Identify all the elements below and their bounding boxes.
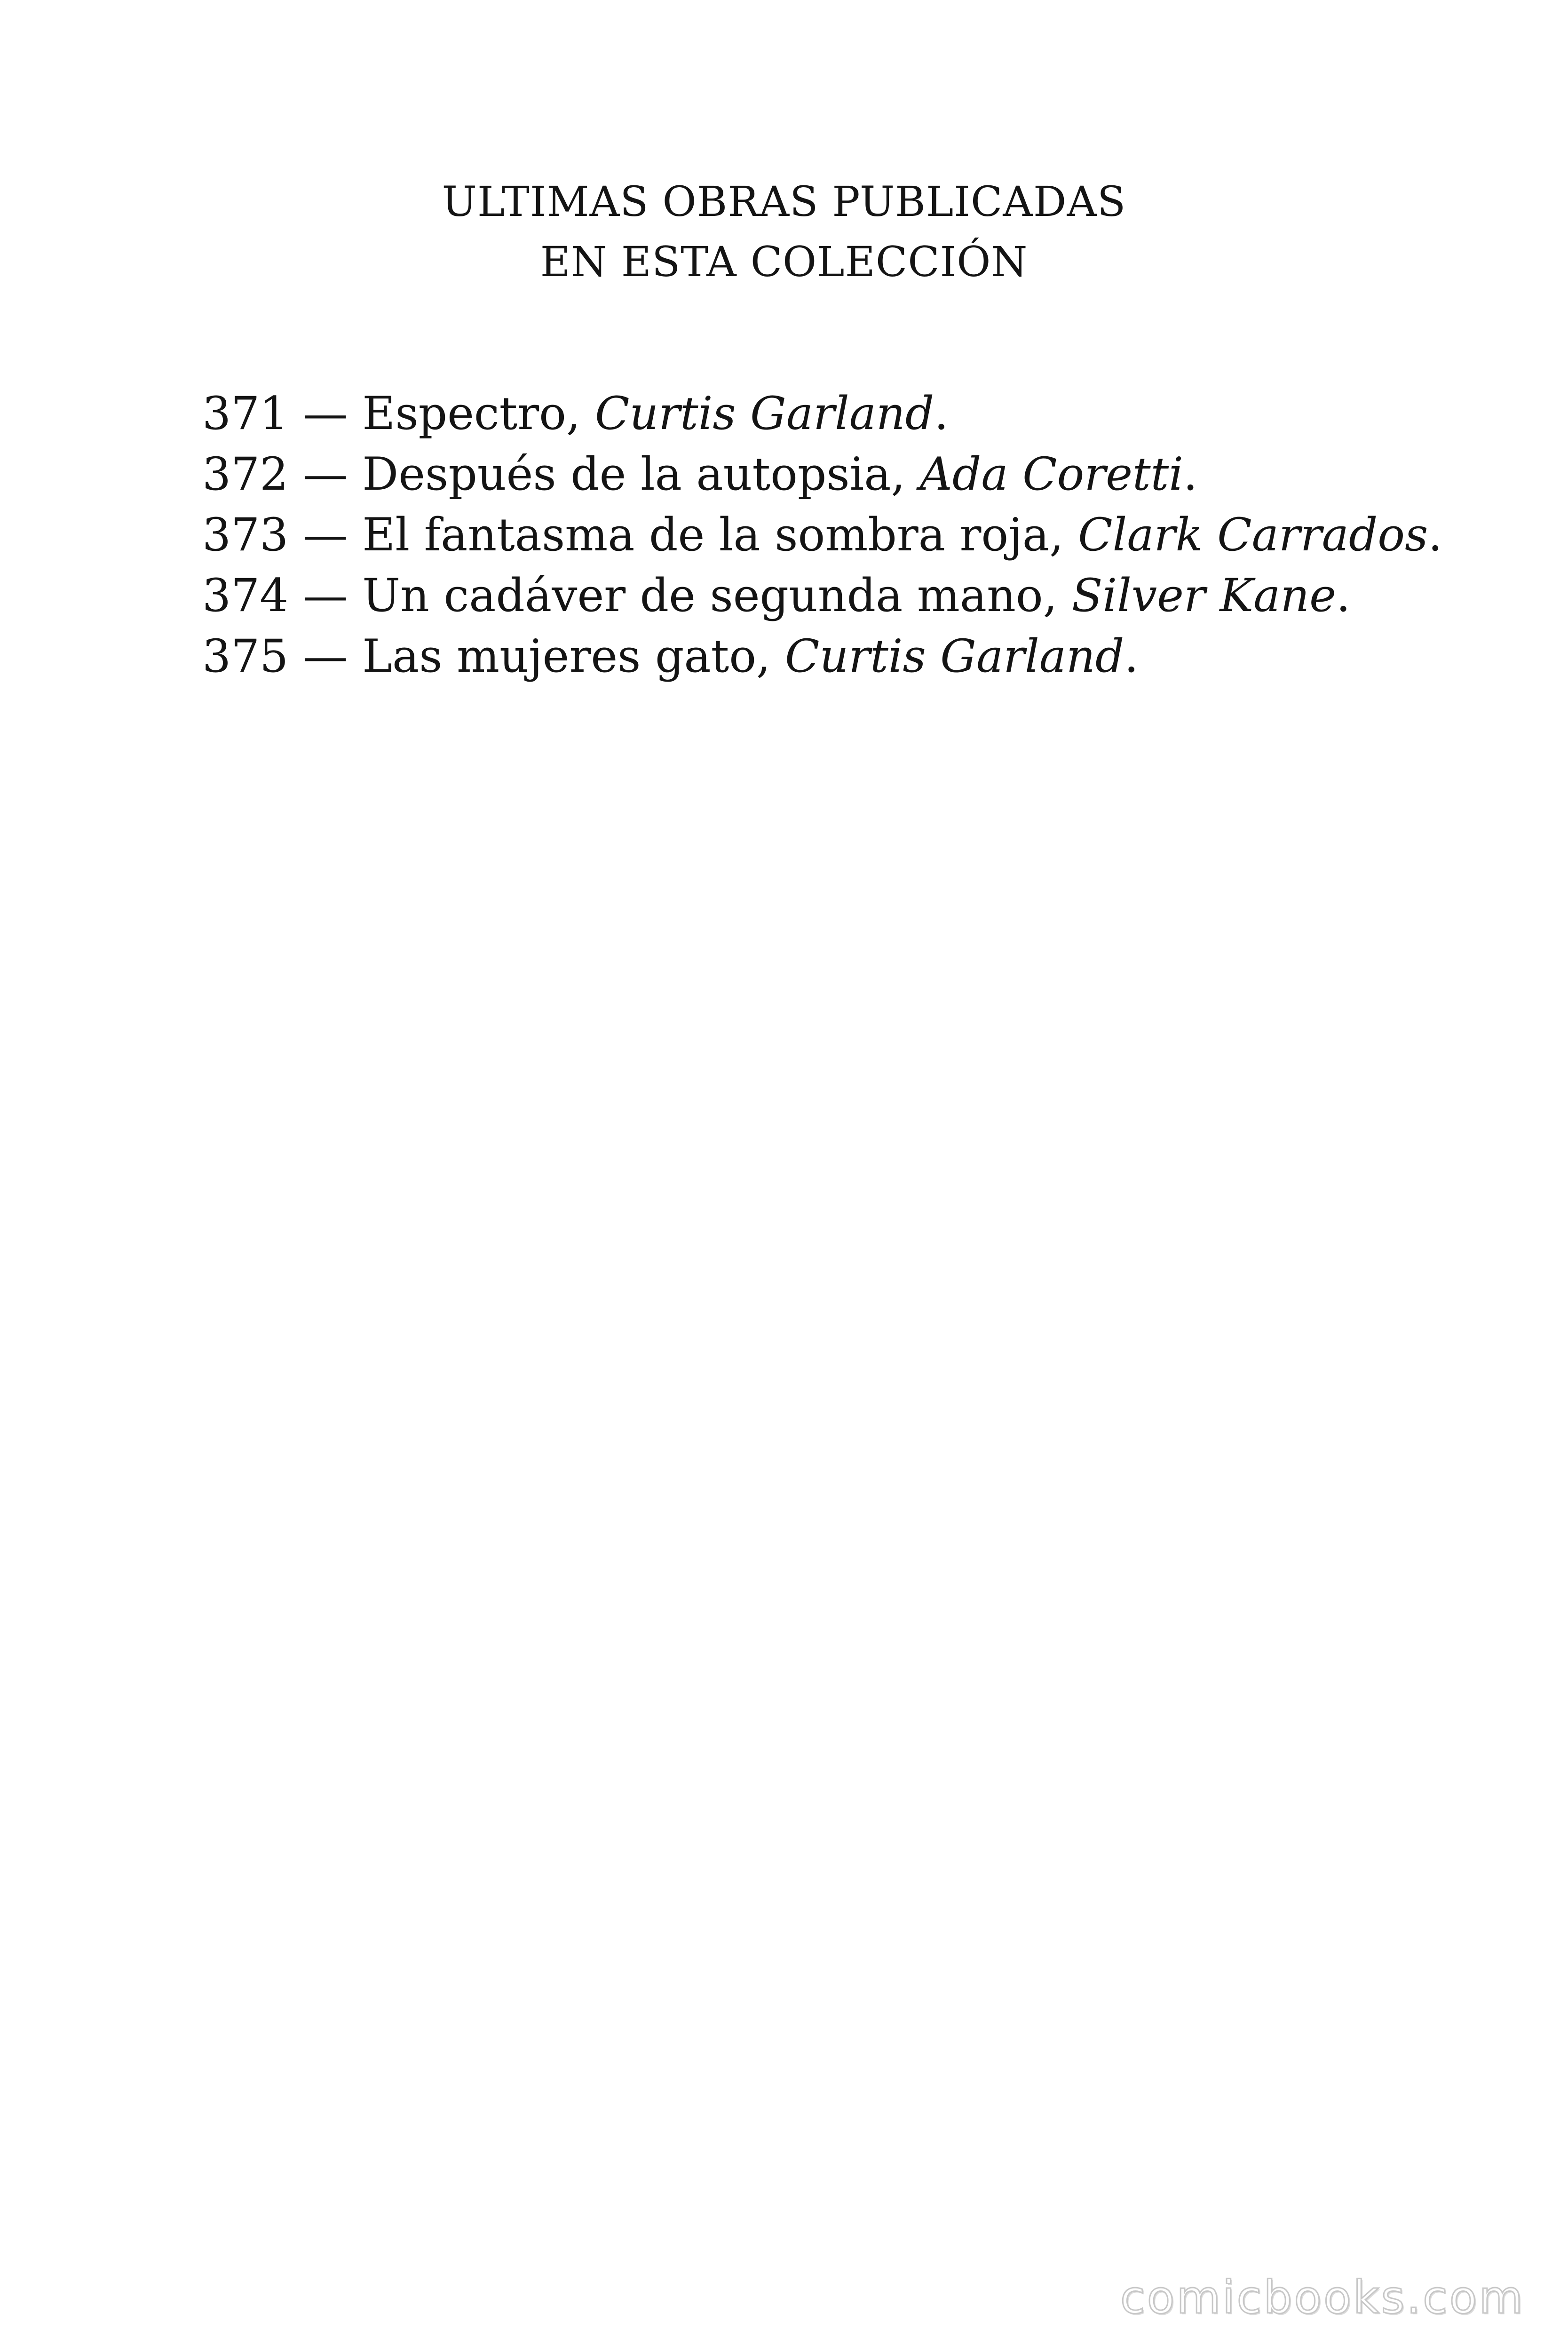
entry-title: Espectro, <box>362 387 595 440</box>
list-item <box>202 444 1472 505</box>
list-item <box>202 505 1472 565</box>
entry-dash: — <box>288 509 363 561</box>
entry-number: 375 <box>202 630 289 683</box>
entry-dash: — <box>288 569 363 622</box>
entry-number: 374 <box>202 569 289 622</box>
entry-title: Las mujeres gato, <box>362 630 785 683</box>
entry-end: . <box>934 387 949 440</box>
page-heading <box>0 172 1568 292</box>
entry-number: 371 <box>202 387 289 440</box>
heading-line-1: ULTIMAS OBRAS PUBLICADAS <box>442 177 1126 226</box>
list-item <box>202 565 1472 626</box>
entry-author: Curtis Garland <box>594 387 934 440</box>
entry-dash: — <box>288 448 363 501</box>
entry-number: 373 <box>202 509 289 561</box>
entry-dash: — <box>288 630 363 683</box>
entry-title: El fantasma de la sombra roja, <box>362 509 1078 561</box>
entry-end: . <box>1336 569 1351 622</box>
entry-title: Después de la autopsia, <box>362 448 920 501</box>
entry-number: 372 <box>202 448 289 501</box>
entry-title: Un cadáver de segunda mano, <box>362 569 1072 622</box>
list-item <box>202 626 1472 687</box>
published-works-list <box>202 383 1472 687</box>
watermark-logo: comicbooks.com <box>1120 2271 1525 2324</box>
heading-line-2: EN ESTA COLECCIÓN <box>540 238 1028 286</box>
entry-author: Clark Carrados <box>1078 509 1428 561</box>
entry-end: . <box>1124 630 1139 683</box>
entry-dash: — <box>288 387 363 440</box>
list-item <box>202 383 1472 444</box>
entry-author: Curtis Garland <box>785 630 1125 683</box>
entry-end: . <box>1428 509 1442 561</box>
entry-author: Ada Coretti <box>919 448 1183 501</box>
entry-end: . <box>1183 448 1198 501</box>
entry-author: Silver Kane <box>1071 569 1336 622</box>
